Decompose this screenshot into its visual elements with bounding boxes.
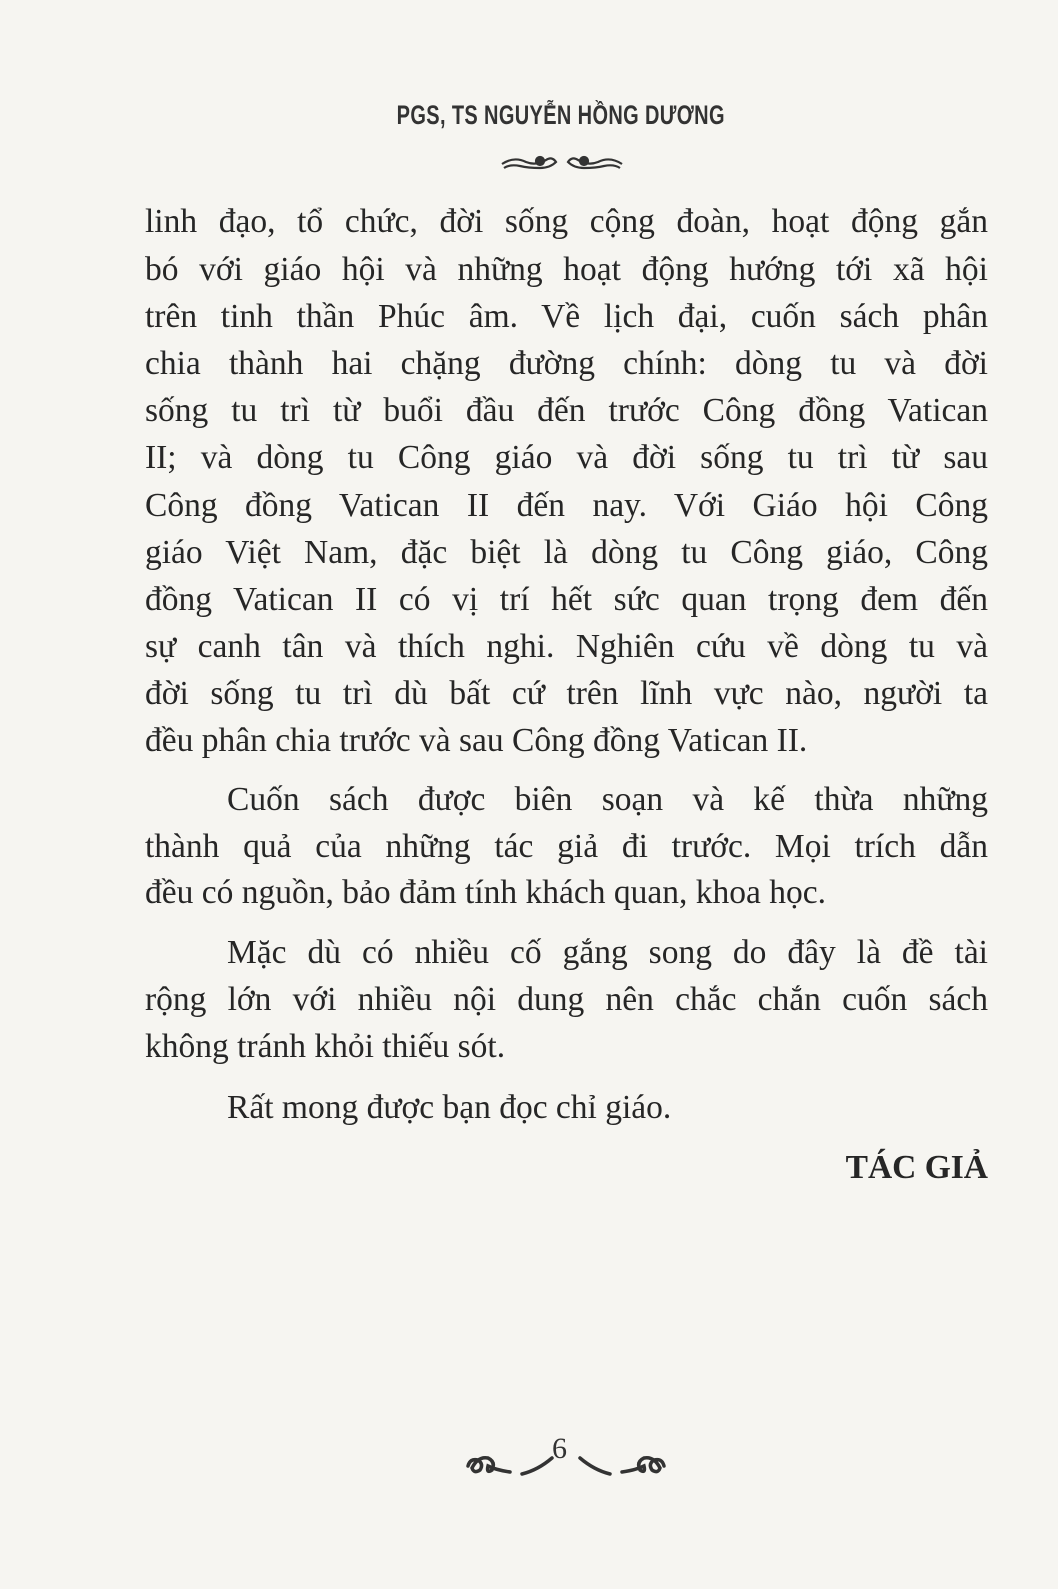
text-line: sự canh tân và thích nghi. Nghiên cứu về dòng tu và — [145, 628, 988, 665]
text-line: bó với giáo hội và những hoạt động hướng tới xã hội — [145, 251, 988, 288]
signature: TÁC GIẢ — [845, 1149, 988, 1186]
text-line: giáo Việt Nam, đặc biệt là dòng tu Công giáo, Công — [145, 534, 988, 571]
text-line: sống tu trì từ buổi đầu đến trước Công đồng Vatican — [145, 392, 988, 429]
header-ornament-icon — [500, 150, 624, 174]
text-line: đời sống tu trì dù bất cứ trên lĩnh vực nào, người ta — [145, 675, 988, 712]
text-line: rộng lớn với nhiều nội dung nên chắc chắn cuốn sách — [145, 981, 988, 1018]
text-line: đều có nguồn, bảo đảm tính khách quan, khoa học. — [145, 874, 826, 911]
text-line: Rất mong được bạn đọc chỉ giáo. — [227, 1089, 672, 1126]
text-line: II; và dòng tu Công giáo và đời sống tu trì từ sau — [145, 439, 988, 476]
text-line: chia thành hai chặng đường chính: dòng tu và đời — [145, 345, 988, 382]
page-number: 6 — [552, 1432, 567, 1465]
text-line: trên tinh thần Phúc âm. Về lịch đại, cuốn sách phân — [145, 298, 988, 335]
running-header-author: PGS, TS NGUYỄN HỒNG DƯƠNG — [396, 100, 725, 130]
text-line: không tránh khỏi thiếu sót. — [145, 1028, 506, 1065]
text-line: linh đạo, tổ chức, đời sống cộng đoàn, hoạt động gắn — [145, 203, 988, 240]
text-line: Công đồng Vatican II đến nay. Với Giáo hội Công — [145, 487, 988, 524]
text-line: đều phân chia trước và sau Công đồng Vatican II. — [145, 722, 808, 759]
text-line: đồng Vatican II có vị trí hết sức quan trọng đem đến — [145, 581, 988, 618]
text-line: Cuốn sách được biên soạn và kế thừa những — [227, 781, 988, 818]
text-line: Mặc dù có nhiều cố gắng song do đây là đề tài — [227, 934, 988, 971]
text-line: thành quả của những tác giả đi trước. Mọi trích dẫn — [145, 828, 988, 865]
